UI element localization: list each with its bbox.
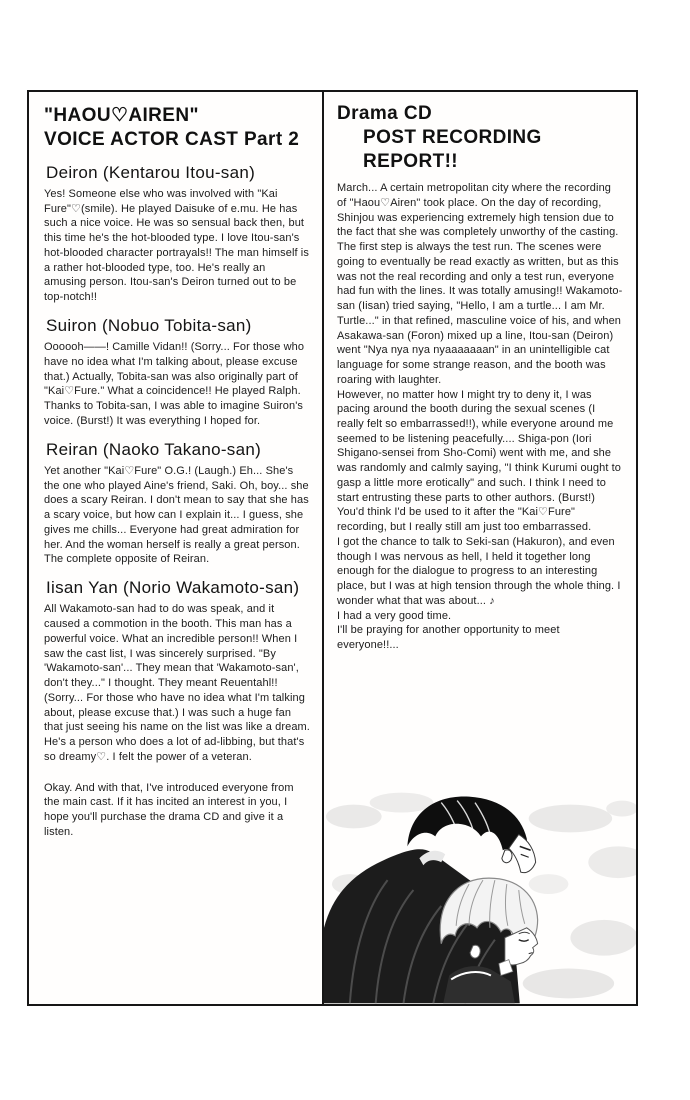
cast-section-body: Oooooh——! Camille Vidan!! (Sorry... For those who have no idea what I'm talking about, please excuse that.) Actually, Tobita-san was also originally part of "Kai♡Fure." What a coincidence!! He played Ralph. Thanks to Tobita-san, I was able to imagine Suiron's voice. (Burst!) It was everything I hoped for. xyxy=(44,341,305,427)
cast-section-body: Yes! Someone else who was involved with "Kai Fure"♡(smile). He played Daisuke of e.mu. He has such a nice voice. He was so sensual back then, but this time he's the hot-blooded type. I love Itou-san's hot-blooded character portrayals!! The man himself is a rather hot-blooded type, too. He's really an amusing person. Itou-san's Deiron turned out to be top-notch!! xyxy=(44,187,309,304)
cast-title-line2: VOICE ACTOR CAST Part 2 xyxy=(44,128,300,150)
report-paragraph: March... A certain metropolitan city where the recording of "Haou♡Airen" took place. On the day of recording, Shinjou was experiencing extremely high tension due to the fact that she was completely unworthy of the casting. The first step is always the test run. The scenes were going to eventually be read exactly as written, but as this was not the real recording and only a test run, everyone had fun with the lines. It was totally amusing!! Wakamoto-san (Iisan) tried saying, "Hello, I am a turtle... I am Mr. Turtle..." in that refined, masculine voice of his, and when Asakawa-san (Foron) mixed up a line, Itou-san (Deiron) went "Nya nya nya nyaaaaaaan" in an unintelligible cat language for some strange reason, and the booth was roaring with laughter. xyxy=(337,182,623,386)
recording-report-column xyxy=(324,92,636,1004)
cast-section-heading: Iisan Yan (Norio Wakamoto-san) xyxy=(46,578,300,598)
voice-actor-cast-column xyxy=(29,92,322,1004)
report-title-line2: POST RECORDING REPORT!! xyxy=(363,126,542,172)
report-paragraph: However, no matter how I might try to deny it, I was pacing around the booth during the sexual scenes (I really felt so embarrassed!!), while everyone around me seemed to be listening peacefully.... Shiga-pon (Iori Shigano-sensei from Sho-Comi) went with me, and she was randomly and calmly saying, "I think Kurumi ought to gasp a little more erotically" and such. I think I need to start entrusting these parts to other authors. (Burst!) You'd think I'd be used to it after the "Kai♡Fure" recording, but I really still am just too embarrassed. xyxy=(337,388,622,534)
report-text-block xyxy=(337,181,623,653)
man-ear xyxy=(502,850,512,863)
cast-title-line1: "HAOU♡AIREN" xyxy=(44,105,199,126)
cast-section-heading: Reiran (Naoko Takano-san) xyxy=(46,439,262,459)
cast-section-body: All Wakamoto-san had to do was speak, and it caused a commotion in the booth. This man has a powerful voice. What an incredible person!! When I saw the cast list, I was sincerely surprised. "By 'Wakamoto-san'... They mean that 'Wakamoto-san', don't they..." I thought. They meant Reuentahl!! (Sorry... For those who have no idea what I'm talking about, please excuse that.) I was such a huge fan that just seeing his name on the list was like a dream. He's a person who does a lot of ad-libbing, but that's so dreamy♡. I felt the power of a veteran. xyxy=(44,603,310,763)
cast-section-body: Yet another "Kai♡Fure" O.G.! (Laugh.) Eh... She's the one who played Aine's friend, Saki. Oh, boy... she does a scary Reiran. I don't mean to say that she has a scary voice, but how can I explain it... I guess, she gives me chills... Everyone had great admiration for her. And the woman herself is really a great person. The complete opposite of Reiran. xyxy=(44,464,309,566)
report-title-line1: Drama CD xyxy=(337,103,433,124)
cast-section-heading: Deiron (Kentarou Itou-san) xyxy=(46,162,256,182)
cast-section-suiron xyxy=(44,316,310,429)
report-paragraph: I had a very good time. xyxy=(337,609,452,622)
cast-section-reiran xyxy=(44,440,310,568)
report-paragraph: I'll be praying for another opportunity to meet everyone!!... xyxy=(337,624,560,652)
manga-page-panel xyxy=(27,90,638,1006)
cast-column-title xyxy=(44,104,310,152)
cast-section-iisan-yan xyxy=(44,578,310,764)
cast-section-heading: Suiron (Nobuo Tobita-san) xyxy=(46,315,252,335)
cast-closing-note: Okay. And with that, I've introduced everyone from the main cast. If it has incited an interest in you, I hope you'll purchase the drama CD and give it a listen. xyxy=(44,781,294,838)
report-paragraph: I got the chance to talk to Seki-san (Hakuron), and even though I was nervous as hell, I held it together long enough for the dialogue to progress to an interesting place, but I was at high tension through the whole thing. I wonder what that was about... ♪ xyxy=(337,535,621,607)
manga-illustration-svg xyxy=(324,788,636,1004)
report-title xyxy=(337,102,623,173)
cast-section-deiron xyxy=(44,163,310,305)
manga-illustration xyxy=(324,788,636,1004)
